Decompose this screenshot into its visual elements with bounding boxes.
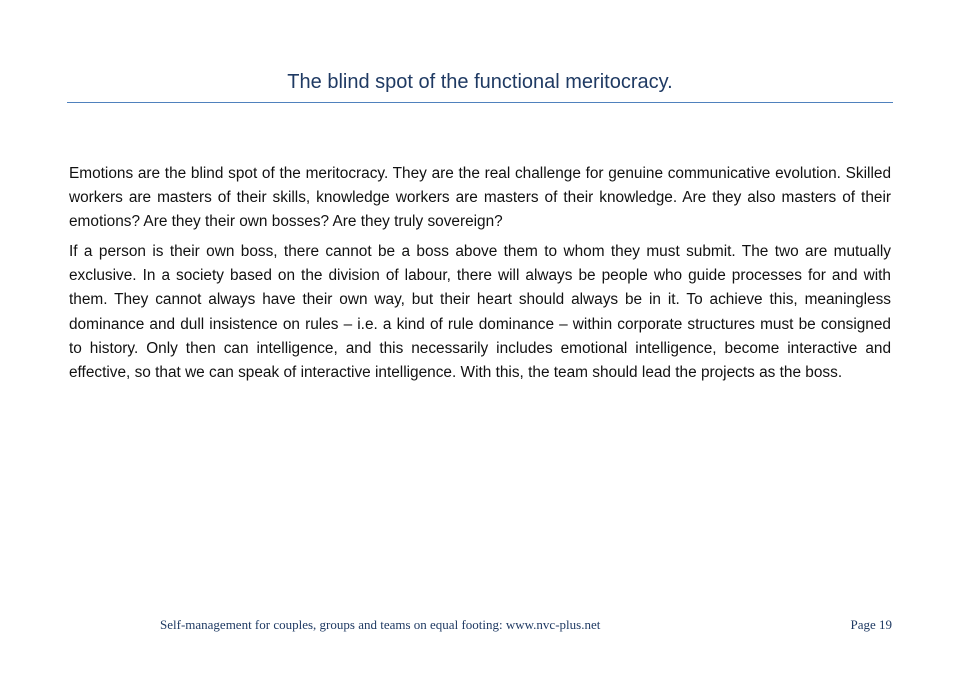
paragraph-1: Emotions are the blind spot of the meritocracy. They are the real challenge for genuine communicative evolution. Skilled workers are masters of their skills, knowledge workers are masters of their knowledge. Are they also masters of their emotions? Are they their own bosses? Are they truly sovereign?	[69, 165, 891, 231]
paragraph-2: If a person is their own boss, there cannot be a boss above them to whom they must submit. The two are mutually exclusive. In a society based on the division of labour, there will always be people who guide processes for and with them. They cannot always have their own way, but their heart should always be in it. To achieve this, meaningless dominance and dull insistence on rules – i.e. a kind of rule dominance – within corporate structures must be consigned to history. Only then can intelligence, and this necessarily includes emotional intelligence, become interactive and effective, so that we can speak of interactive intelligence. With this, the team should lead the projects as the boss.	[69, 243, 891, 381]
footer-text: Self-management for couples, groups and teams on equal footing: www.nvc-plus.net	[160, 617, 601, 632]
body-text	[69, 162, 891, 391]
page-title: The blind spot of the functional meritocracy.	[287, 71, 673, 93]
title-underline-rule	[67, 102, 893, 103]
page-number: Page 19	[850, 617, 892, 632]
